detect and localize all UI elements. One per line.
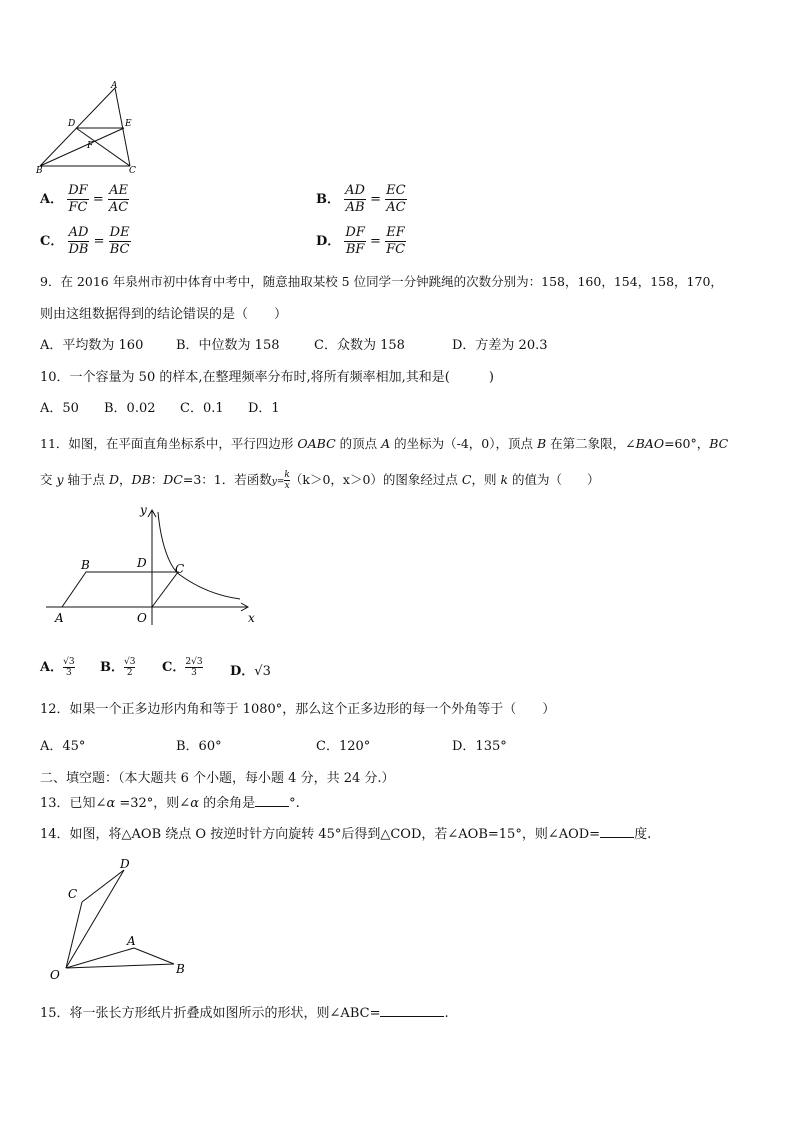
q9-option-b[interactable]: B．中位数为 158 bbox=[176, 338, 280, 353]
q10-option-a[interactable]: A．50 bbox=[40, 401, 79, 416]
triangle-figure-q8 bbox=[30, 78, 145, 174]
q8-option-b[interactable]: B． $\frac{AD}{AB}$ = $\frac{EC}{AC}$ bbox=[316, 183, 406, 215]
q10-option-d[interactable]: D．1 bbox=[248, 401, 280, 416]
fig14-label-C: C bbox=[68, 887, 78, 901]
q13-text: 13．已知∠α =32°，则∠α 的余角是 °. bbox=[40, 796, 300, 811]
q9-option-d[interactable]: D．方差为 20.3 bbox=[452, 338, 548, 353]
q11-option-b[interactable]: B． $\frac{√3}{2}$ bbox=[100, 657, 136, 678]
rotation-figure-q14 bbox=[40, 850, 200, 982]
fig8-label-F: F bbox=[87, 141, 94, 151]
q11-line2: 交 y 轴于点 D，DB：DC=3：1．若函数y= $\frac{k}{x}$ （k＞0，x＞0）的图象经过点 C，则 k 的值为（ ） bbox=[40, 470, 600, 491]
q15-text: 15．将一张长方形纸片折叠成如图所示的形状，则∠ABC= . bbox=[40, 1006, 449, 1021]
q9-option-a[interactable]: A．平均数为 160 bbox=[40, 338, 144, 353]
q11-option-d[interactable]: D．√3 bbox=[230, 664, 271, 679]
q11-option-a[interactable]: A． $\frac{√3}{3}$ bbox=[40, 657, 75, 678]
fig14-label-A: A bbox=[127, 934, 136, 948]
q10-option-b[interactable]: B．0.02 bbox=[104, 401, 156, 416]
q12-option-c[interactable]: C．120° bbox=[316, 739, 371, 754]
q9-line1: 9．在 2016 年泉州市初中体育中考中，随意抽取某校 5 位同学一分钟跳绳的次数分别为：158，160，154，158，170， bbox=[40, 274, 723, 289]
fig11-label-y: y bbox=[140, 503, 147, 517]
q15-answer-blank[interactable] bbox=[380, 1004, 444, 1017]
coordinate-figure-q11 bbox=[40, 500, 270, 630]
q13-answer-blank[interactable] bbox=[255, 794, 289, 807]
fig11-label-A: A bbox=[55, 611, 64, 625]
q11-line1: 11．如图，在平面直角坐标系中，平行四边形 OABC 的顶点 A 的坐标为（-4，0），顶点 B 在第二象限，∠BAO=60°，BC bbox=[40, 436, 729, 451]
q11-function-fraction: $\frac{k}{x}$ bbox=[284, 470, 290, 491]
fig8-label-C: C bbox=[129, 166, 136, 174]
fig8-label-D: D bbox=[68, 119, 76, 129]
q12-option-a[interactable]: A．45° bbox=[40, 739, 86, 754]
fig11-label-C: C bbox=[175, 562, 185, 576]
q12-option-d[interactable]: D．135° bbox=[452, 739, 507, 754]
fig11-label-O: O bbox=[137, 611, 147, 625]
q10-text: 10．一个容量为 50 的样本,在整理频率分布时,将所有频率相加,其和是( ) bbox=[40, 370, 494, 385]
q14-answer-blank[interactable] bbox=[600, 825, 634, 838]
fig14-label-D: D bbox=[120, 857, 130, 871]
q8-option-d[interactable]: D． $\frac{DF}{BF}$ = $\frac{EF}{FC}$ bbox=[316, 225, 406, 257]
fig11-label-x: x bbox=[248, 611, 255, 625]
q12-option-b[interactable]: B．60° bbox=[176, 739, 222, 754]
fig8-label-A: A bbox=[111, 81, 118, 91]
fig8-label-E: E bbox=[125, 119, 132, 129]
q8-option-a[interactable]: A． $\frac{DF}{FC}$ = $\frac{AE}{AC}$ bbox=[40, 183, 129, 215]
q9-option-c[interactable]: C．众数为 158 bbox=[314, 338, 405, 353]
q9-line2: 则由这组数据得到的结论错误的是（ ） bbox=[40, 307, 288, 322]
section-title-fill-in: 二、填空题：（本大题共 6 个小题，每小题 4 分，共 24 分.） bbox=[40, 771, 395, 786]
fig11-label-D: D bbox=[137, 556, 147, 570]
q11-option-c[interactable]: C． $\frac{2√3}{3}$ bbox=[162, 657, 203, 678]
q8-option-c[interactable]: C． $\frac{AD}{DB}$ = $\frac{DE}{BC}$ bbox=[40, 225, 130, 257]
q10-option-c[interactable]: C．0.1 bbox=[180, 401, 224, 416]
fig14-label-O: O bbox=[50, 968, 60, 982]
q14-text: 14．如图，将△AOB 绕点 O 按逆时针方向旋转 45°后得到△COD，若∠AOB=15°，则∠AOD= 度. bbox=[40, 827, 652, 842]
fig8-label-B: B bbox=[36, 166, 43, 174]
fig14-label-B: B bbox=[176, 962, 185, 976]
q12-text: 12．如果一个正多边形内角和等于 1080°，那么这个正多边形的每一个外角等于（ ） bbox=[40, 702, 556, 717]
fig11-label-B: B bbox=[81, 558, 90, 572]
